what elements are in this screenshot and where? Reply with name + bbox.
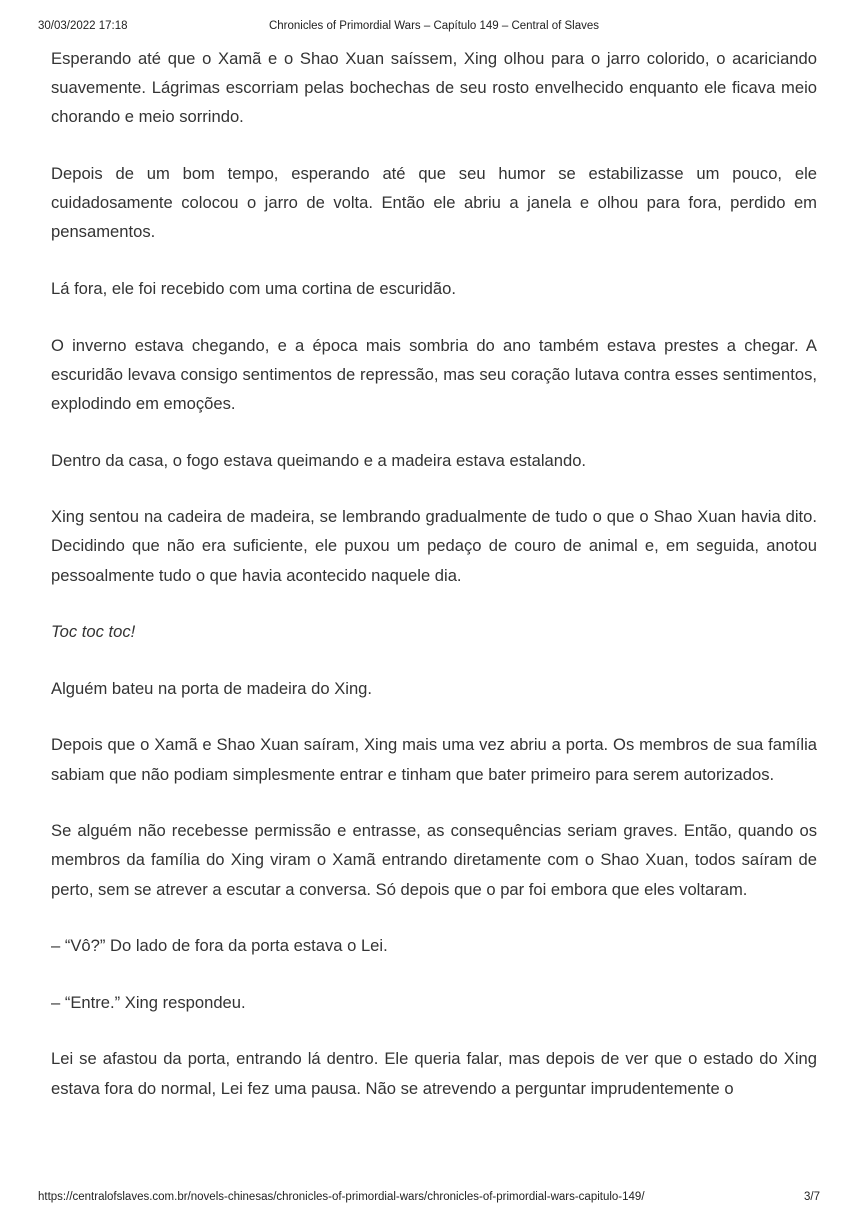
paragraph: Lei se afastou da porta, entrando lá dentro. Ele queria falar, mas depois de ver que o estado do Xing estava fora do normal, Lei fez uma pausa. Não se atrevendo a perguntar imprudentemente o	[51, 1049, 817, 1098]
chapter-text	[51, 44, 817, 1130]
paragraph-dialogue: – “Entre.” Xing respondeu.	[51, 992, 246, 1012]
paragraph: Lá fora, ele foi recebido com uma cortina de escuridão.	[51, 279, 456, 298]
paragraph-knock: Toc toc toc!	[51, 622, 136, 642]
paragraph: Depois de um bom tempo, esperando até que seu humor se estabilizasse um pouco, ele cuidadosamente colocou o jarro de volta. Então ele abriu a janela e olhou para fora, perdido em pensamentos.	[51, 164, 817, 242]
print-footer	[38, 1191, 830, 1207]
paragraph: Se alguém não recebesse permissão e entrasse, as consequências seriam graves. Então, quando os membros da família do Xing viram o Xamã entrando diretamente com o Shao Xuan, todos saíram de perto, sem se atrever a escutar a conversa. Só depois que o par foi embora que eles voltaram.	[51, 821, 817, 899]
print-header	[38, 20, 830, 36]
paragraph: Dentro da casa, o fogo estava queimando e a madeira estava estalando.	[51, 450, 587, 470]
paragraph: Esperando até que o Xamã e o Shao Xuan saíssem, Xing olhou para o jarro colorido, o acariciando suavemente. Lágrimas escorriam pelas bochechas de seu rosto envelhecido enquanto ele ficava meio chorando e meio sorrindo.	[51, 49, 817, 127]
paragraph: Alguém bateu na porta de madeira do Xing.	[51, 678, 373, 698]
page-url: https://centralofslaves.com.br/novels-chinesas/chronicles-of-primordial-wars/chronicles-of-primordial-wars-capitulo-149/	[38, 1191, 645, 1203]
paragraph: Xing sentou na cadeira de madeira, se lembrando gradualmente de tudo o que o Shao Xuan havia dito. Decidindo que não era suficiente, ele puxou um pedaço de couro de animal e, em seguida, anotou pessoalmente tudo o que havia acontecido naquele dia.	[51, 507, 817, 585]
page-title: Chronicles of Primordial Wars – Capítulo 149 – Central of Slaves	[268, 20, 600, 32]
paragraph: Depois que o Xamã e Shao Xuan saíram, Xing mais uma vez abriu a porta. Os membros de sua família sabiam que não podiam simplesmente entrar e tinham que bater primeiro para serem autorizados.	[51, 735, 817, 784]
print-datetime: 30/03/2022 17:18	[38, 20, 128, 32]
paragraph-dialogue: – “Vô?” Do lado de fora da porta estava o Lei.	[51, 936, 388, 956]
paragraph: O inverno estava chegando, e a época mais sombria do ano também estava prestes a chegar. A escuridão levava consigo sentimentos de repressão, mas seu coração lutava contra esses sentimentos, explodindo em emoções.	[51, 335, 817, 413]
page-number: 3/7	[804, 1191, 820, 1203]
